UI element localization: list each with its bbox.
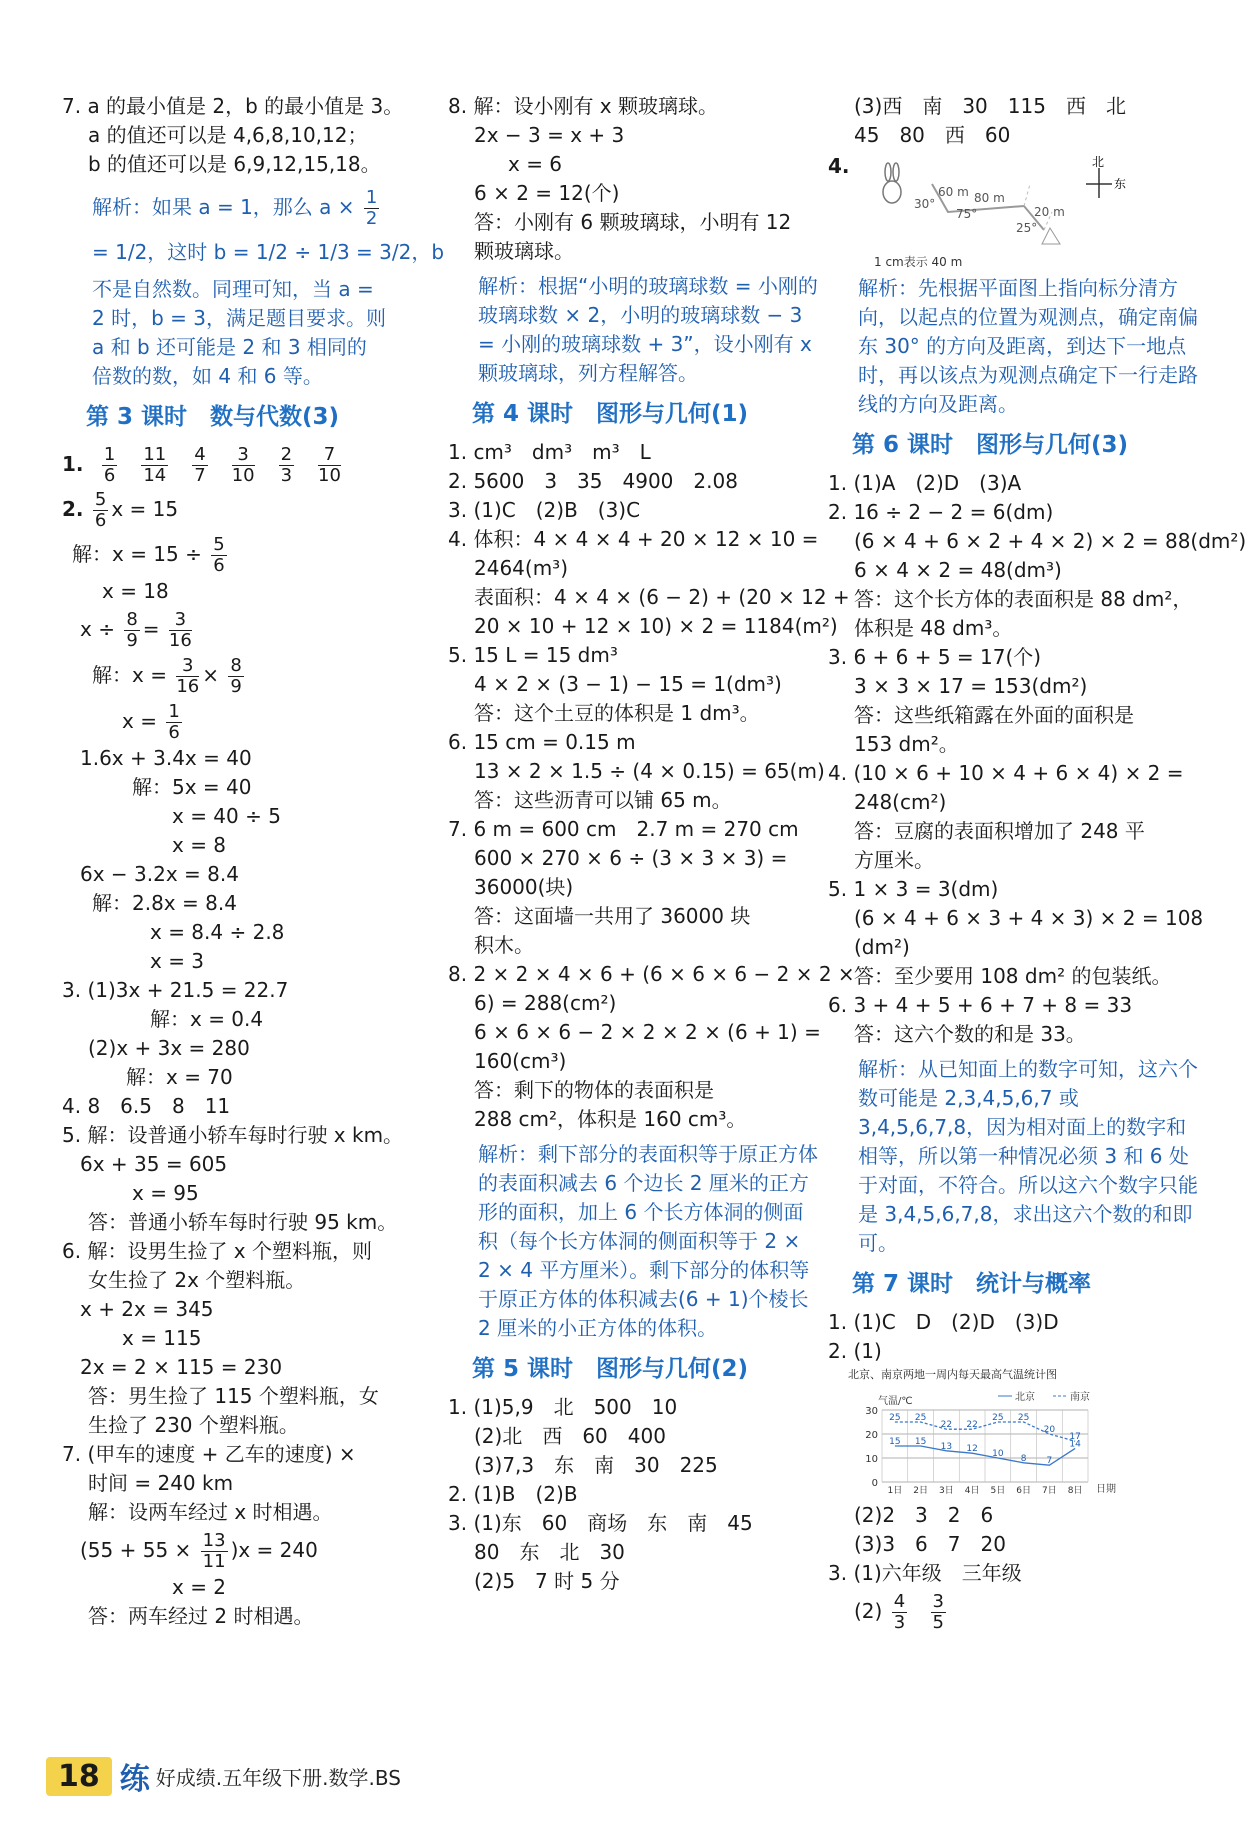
answer-line: 表面积：4 × 4 × (6 − 2) + (20 × 12 + (474, 585, 850, 609)
equation-text: x = 40 ÷ 5 (172, 804, 281, 828)
answer-line: 答：剩下的物体的表面积是 (474, 1078, 714, 1102)
fraction: $\frac{5}{6}$ (213, 534, 225, 576)
analysis-block: 解析：根据“小明的玻璃球数 = 小刚的玻璃球数 × 2，小明的玻璃球数 − 3 = 小刚的玻璃球数 + 3”，设小刚有 x 颗玻璃球，列方程解答。 (478, 274, 818, 385)
x-tick-label: 1日 (887, 1486, 903, 1496)
analysis-block: 解析：从已知面上的数字可知，这六个数可能是 2,3,4,5,6,7 或 3,4,5,6,7,8，因为相对面上的数字和相等，所以第一种情况必须 3 和 6 处于对面，不符合。所以这六个数字只能是 3,4,5,6,7,8，求出这六个数的和即可。 (858, 1057, 1198, 1255)
answer-line: 答：这面墙一共用了 36000 块 (474, 904, 751, 928)
temperature-line-chart (848, 1366, 1118, 1496)
equation-text: x = 2 (172, 1575, 227, 1599)
answer-lines (828, 469, 1247, 1049)
answer-line: 3. (1)东 60 商场 东 南 45 (448, 1511, 753, 1535)
page-number: 18 (46, 1757, 112, 1796)
equation-text: (55 + 55 × (80, 1538, 192, 1562)
answer-line: 答：两车经过 2 时相遇。 (88, 1604, 314, 1628)
answer-line: 5. 1 × 3 = 3(dm) (828, 877, 999, 901)
answer-line: 160(cm³) (474, 1049, 567, 1073)
answer-line: 248(cm²) (854, 790, 947, 814)
data-label: 20 (1043, 1425, 1056, 1435)
answer-line: 3. (1)六年级 三年级 (828, 1561, 1022, 1585)
distance-label: 20 m (1033, 205, 1065, 219)
answer-line: 答：男生捡了 115 个塑料瓶，女 (88, 1384, 379, 1408)
north-label: 北 (1091, 155, 1104, 169)
answer-line: 2. (1)B (2)B (448, 1482, 578, 1506)
question-number: 4. (828, 154, 850, 178)
equation-text: x = 3 (150, 949, 205, 973)
fraction: $\frac{2}{3}$ (280, 444, 293, 486)
y-tick-label: 10 (865, 1454, 878, 1465)
equation-text: × (202, 663, 219, 687)
answer-line: (dm²) (854, 935, 910, 959)
answer-line: 解：设两车经过 x 时相遇。 (88, 1500, 333, 1524)
answer-line: 1. (1)5,9 北 500 10 (448, 1395, 678, 1419)
answer-line: 600 × 270 × 6 ÷ (3 × 3 × 3) = (474, 846, 788, 870)
data-label: 25 (889, 1413, 901, 1423)
analysis-block: 解析：先根据平面图上指向标分清方向，以起点的位置为观测点，确定南偏东 30° 的方向及距离，到达下一地点时，再以该点为观测点确定下一行走路线的方向及距离。 (858, 276, 1198, 416)
answer-line: 生捡了 230 个塑料瓶。 (88, 1413, 299, 1437)
fraction: $\frac{4}{3}$ (893, 1591, 906, 1633)
answer-line: (6 × 4 + 6 × 2 + 4 × 2) × 2 = 88(dm²) (854, 529, 1247, 553)
column-right (828, 92, 1247, 1634)
answer-line: 6. 15 cm = 0.15 m (448, 730, 636, 754)
answer-line: (3)3 6 7 20 (854, 1532, 1006, 1556)
fraction-list (90, 444, 353, 486)
fraction: $\frac{13}{11}$ (202, 1530, 226, 1572)
fraction: $\frac{5}{6}$ (94, 489, 107, 531)
chart-plot (865, 1406, 1088, 1496)
data-label: 7 (1046, 1456, 1053, 1467)
equation-text: x = (122, 709, 157, 733)
answer-line: 2. (1) (828, 1339, 882, 1363)
fraction: $\frac{8}{9}$ (126, 609, 138, 651)
answer-line: 5. 解：设普通小轿车每时行驶 x km。 (62, 1123, 404, 1147)
answer-line: 288 cm²，体积是 160 cm³。 (474, 1107, 747, 1131)
equation-text: = (142, 617, 160, 641)
fraction: $\frac{1}{2}$ (365, 187, 378, 229)
legend-label: 南京 (1070, 1392, 1090, 1403)
answer-line: 答：豆腐的表面积增加了 248 平 (854, 819, 1145, 843)
x-tick-label: 2日 (913, 1486, 928, 1496)
data-label: 14 (1069, 1439, 1081, 1450)
x-axis-label: 日期 (1096, 1484, 1116, 1495)
analysis-line: a 和 b 还可能是 2 和 3 相同的 (92, 335, 367, 359)
analysis-line: 倍数的数，如 4 和 6 等。 (92, 364, 323, 388)
answer-line: (2)北 西 60 400 (474, 1424, 666, 1448)
equation-text: 6x − 3.2x = 8.4 (80, 862, 239, 886)
answer-line: b 的值还可以是 6,9,12,15,18。 (88, 152, 381, 176)
answer-line: 答：这个土豆的体积是 1 dm³。 (474, 701, 760, 725)
answer-line: 颗玻璃球。 (474, 239, 574, 263)
answer-line: 36000(块) (474, 875, 574, 899)
angle-label: 30° (913, 197, 935, 211)
equation-text: 6x + 35 = 605 (80, 1152, 228, 1176)
answer-line: 1. (1)A (2)D (3)A (828, 471, 1022, 495)
data-label: 8 (1020, 1453, 1027, 1464)
fraction: $\frac{3}{10}$ (231, 444, 255, 486)
answer-lines (448, 438, 855, 1134)
data-label: 10 (992, 1449, 1004, 1459)
answer-lines (448, 1393, 818, 1596)
data-label: 12 (966, 1444, 978, 1455)
answer-line: 积木。 (474, 933, 534, 957)
answer-line: 答：至少要用 108 dm² 的包装纸。 (854, 964, 1172, 988)
answer-line: 5. 15 L = 15 dm³ (448, 643, 618, 667)
data-label: 25 (992, 1413, 1004, 1423)
route-diagram (874, 154, 1134, 274)
rabbit-icon (883, 163, 901, 203)
data-label: 22 (940, 1420, 953, 1431)
answer-line: 7. 6 m = 600 cm 2.7 m = 270 cm (448, 817, 799, 841)
data-label: 17 (1069, 1432, 1081, 1443)
x-tick-label: 6日 (1016, 1486, 1031, 1496)
answer-line: 7. (甲车的速度 + 乙车的速度) × (62, 1442, 356, 1466)
answer-text: (2) (854, 1599, 883, 1623)
answer-line: 2. 5600 3 35 4900 2.08 (448, 469, 738, 493)
equation-text: x + 2x = 345 (80, 1297, 214, 1321)
analysis-block: 解析：剩下部分的表面积等于原正方体的表面积减去 6 个边长 2 厘米的正方形的面积，加上 6 个长方体洞的侧面积（每个长方体洞的侧面积等于 2 × 2 × 4 平方厘米）。剩下部分的体积等于原正方体的体积减去(6 + 1)个棱长 2 厘米的小正方体的体积。 (478, 1142, 818, 1340)
fraction-row (62, 441, 432, 487)
distance-label: 60 m (937, 185, 969, 199)
question-number: 1. (62, 452, 84, 476)
answer-line: 20 × 10 + 12 × 10) × 2 = 1184(m²) (474, 614, 838, 638)
fraction: $\frac{8}{9}$ (230, 655, 242, 697)
answer-line: 8. 2 × 2 × 4 × 6 + (6 × 6 × 6 − 2 × 2 × (448, 962, 855, 986)
analysis-line: 解析：如果 a = 1，那么 a × (92, 195, 355, 219)
answer-line: (3)7,3 东 南 30 225 (474, 1453, 718, 1477)
answer-line: 体积是 48 dm³。 (854, 616, 1013, 640)
answer-line: 6 × 4 × 2 = 48(dm³) (854, 558, 1062, 582)
fraction: $\frac{11}{14}$ (143, 444, 167, 486)
fraction: $\frac{4}{7}$ (194, 444, 206, 486)
fraction: $\frac{1}{6}$ (168, 701, 180, 743)
equation-text: 解：x = 0.4 (150, 1007, 264, 1031)
answer-line: (3)西 南 30 115 西 北 (854, 94, 1126, 118)
y-tick-label: 30 (865, 1406, 878, 1417)
section-heading: 第 7 课时 统计与概率 (852, 1271, 1092, 1297)
equation-text: 2x − 3 = x + 3 (474, 123, 625, 147)
column-middle (448, 92, 855, 1596)
section-heading: 第 5 课时 图形与几何(2) (472, 1356, 749, 1382)
chart-title: 北京、南京两地一周内每天最高气温统计图 (848, 1368, 1057, 1381)
answer-line: 2464(m³) (474, 556, 569, 580)
data-label: 15 (914, 1437, 927, 1447)
answer-line: 7. a 的最小值是 2，b 的最小值是 3。 (62, 94, 404, 118)
answer-line: 6 × 6 × 6 − 2 × 2 × 2 × (6 + 1) = (474, 1020, 821, 1044)
equation-text: x = 6 (508, 152, 563, 176)
answer-line: 3. (1)3x + 21.5 = 22.7 (62, 978, 289, 1002)
column-left (62, 92, 445, 1631)
legend-label: 北京 (1015, 1392, 1035, 1403)
equation-text: x = 95 (132, 1181, 199, 1205)
answer-line: 153 dm²。 (854, 732, 959, 756)
data-label: 25 (914, 1413, 927, 1423)
answer-line: 80 东 北 30 (474, 1540, 625, 1564)
equation-text: 解：x = 15 ÷ (72, 542, 202, 566)
east-label: 东 (1113, 177, 1126, 191)
equation-text: 1.6x + 3.4x = 40 (80, 746, 252, 770)
equation-text: 解：x = (92, 663, 167, 687)
section-heading: 第 4 课时 图形与几何(1) (472, 401, 749, 427)
equation-text: x = 8.4 ÷ 2.8 (150, 920, 285, 944)
answer-line: 4 × 2 × (3 − 1) − 15 = 1(dm³) (474, 672, 782, 696)
answer-line: 女生捡了 2x 个塑料瓶。 (88, 1268, 306, 1292)
fraction: $\frac{3}{16}$ (176, 655, 200, 697)
fraction: $\frac{7}{10}$ (318, 444, 341, 486)
fraction: $\frac{3}{5}$ (932, 1591, 944, 1633)
equation-text: 6 × 2 = 12(个) (474, 181, 620, 205)
distance-label: 80 m (973, 191, 1005, 205)
answer-line: 4. (10 × 6 + 10 × 4 + 6 × 4) × 2 = (828, 761, 1184, 785)
data-label: 15 (889, 1437, 901, 1447)
answer-line: (2)5 7 时 5 分 (474, 1569, 620, 1593)
scale-label: 1 cm表示 40 m (873, 255, 962, 269)
question-number: 2. (62, 497, 84, 521)
analysis-line: 不是自然数。同理可知，当 a = (92, 277, 374, 301)
answer-line: 答：这些纸箱露在外面的面积是 (854, 703, 1134, 727)
answer-line: 1. (1)C D (2)D (3)D (828, 1310, 1059, 1334)
answer-line: 答：小刚有 6 颗玻璃球，小明有 12 (474, 210, 792, 234)
answer-line: (2)2 3 2 6 (854, 1503, 994, 1527)
chart-legend (998, 1390, 1090, 1403)
answer-line: 答：普通小轿车每时行驶 95 km。 (88, 1210, 398, 1234)
answer-line: 4. 体积：4 × 4 × 4 + 20 × 12 × 10 = (448, 527, 819, 551)
x-tick-label: 3日 (939, 1486, 954, 1496)
section-heading: 第 3 课时 数与代数(3) (86, 404, 340, 430)
equation-text: 解：x = 70 (126, 1065, 233, 1089)
analysis-block (62, 185, 445, 391)
answer-line: (6 × 4 + 6 × 3 + 4 × 3) × 2 = 108 (854, 906, 1204, 930)
answer-line: 3. (1)C (2)B (3)C (448, 498, 641, 522)
x-tick-label: 4日 (964, 1486, 980, 1496)
fraction: $\frac{1}{6}$ (103, 444, 116, 486)
answer-line: 答：这六个数的和是 33。 (854, 1022, 1086, 1046)
answer-line: 2. 16 ÷ 2 − 2 = 6(dm) (828, 500, 1054, 524)
data-label: 25 (1017, 1413, 1030, 1423)
answer-line: 45 80 西 60 (854, 123, 1011, 147)
equation-text: x = 8 (172, 833, 227, 857)
y-axis-label: 气温/℃ (878, 1396, 913, 1407)
analysis-line: = 1/2，这时 b = 1/2 ÷ 1/3 = 3/2，b (92, 240, 445, 264)
answer-line: 方厘米。 (854, 848, 934, 872)
angle-label: 75° (955, 207, 977, 221)
equation-text: x = 18 (102, 579, 169, 603)
answer-line: 答：这个长方体的表面积是 88 dm²， (854, 587, 1193, 611)
answer-line: 6) = 288(cm²) (474, 991, 617, 1015)
x-tick-label: 8日 (1067, 1486, 1083, 1496)
analysis-line: 2 时，b = 3，满足题目要求。则 (92, 306, 386, 330)
y-tick-label: 0 (871, 1478, 878, 1489)
equation-text: x = 15 (111, 497, 179, 521)
equation-text: )x = 240 (230, 1538, 318, 1562)
answer-line: a 的值还可以是 4,6,8,10,12； (88, 123, 368, 147)
data-label: 13 (940, 1441, 953, 1452)
angle-label: 25° (1015, 221, 1037, 235)
answer-line: 1. cm³ dm³ m³ L (448, 440, 651, 464)
answer-line: 6. 解：设男生捡了 x 个塑料瓶，则 (62, 1239, 372, 1263)
data-label: 22 (966, 1420, 978, 1431)
equation-text: 解：2.8x = 8.4 (92, 891, 237, 915)
equation-text: x = 115 (122, 1326, 202, 1350)
section-heading: 第 6 课时 图形与几何(3) (852, 432, 1129, 458)
brand-logo: 练 (119, 1762, 150, 1797)
y-tick-label: 20 (865, 1430, 878, 1441)
answer-line: 6. 3 + 4 + 5 + 6 + 7 + 8 = 33 (828, 993, 1133, 1017)
book-info: 好成绩.五年级下册.数学.BS (155, 1765, 401, 1790)
answer-line: 答：这些沥青可以铺 65 m。 (474, 788, 732, 812)
x-tick-label: 7日 (1042, 1486, 1057, 1496)
equation-text: x ÷ (80, 617, 115, 641)
equation-text: 2x = 2 × 115 = 230 (80, 1355, 283, 1379)
answer-line: (2)x + 3x = 280 (88, 1036, 250, 1060)
compass-icon (1086, 155, 1126, 198)
equation-text: 解：5x = 40 (132, 775, 252, 799)
page-footer (46, 1752, 401, 1800)
x-tick-label: 5日 (990, 1486, 1006, 1496)
answer-line: 4. 8 6.5 8 11 (62, 1094, 231, 1118)
answer-line: 3. 6 + 6 + 5 = 17(个) (828, 645, 1042, 669)
answer-line: 13 × 2 × 1.5 ÷ (4 × 0.15) = 65(m) (474, 759, 825, 783)
answer-line: 时间 = 240 km (88, 1471, 234, 1495)
answer-line: 3 × 3 × 17 = 153(dm²) (854, 674, 1088, 698)
fraction: $\frac{3}{16}$ (168, 609, 192, 651)
answer-line: 8. 解：设小刚有 x 颗玻璃球。 (448, 94, 718, 118)
